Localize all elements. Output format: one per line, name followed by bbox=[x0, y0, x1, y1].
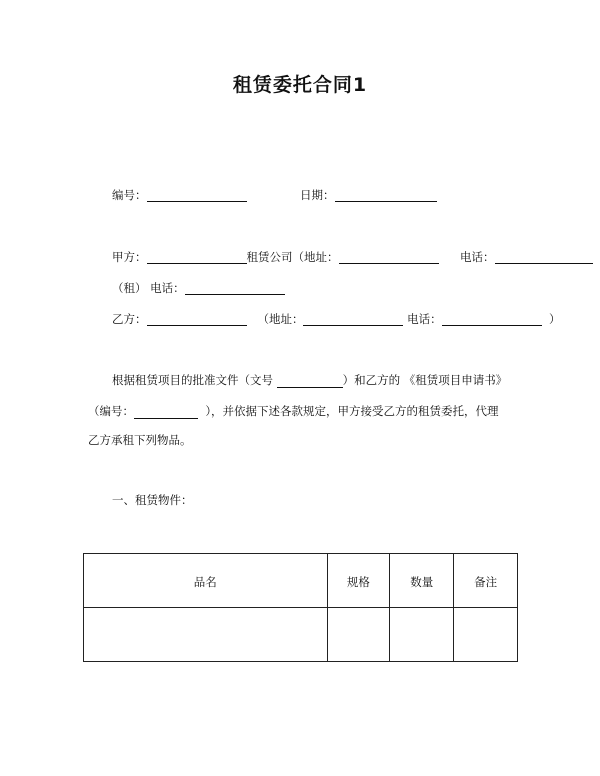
header-remarks: 备注 bbox=[454, 554, 518, 608]
party-b-phone-field[interactable] bbox=[442, 313, 542, 326]
party-a-phone bbox=[460, 250, 593, 264]
number-label: 编号： bbox=[112, 188, 147, 202]
page-title: 租赁委托合同1 bbox=[232, 74, 368, 96]
party-b-row bbox=[112, 312, 560, 326]
paragraph-text: ），并依据下述各款规定，甲方接受乙方的租赁委托，代理 bbox=[205, 404, 499, 418]
number-field[interactable] bbox=[147, 189, 247, 202]
table-cell[interactable] bbox=[390, 608, 454, 662]
rent-label: （租） bbox=[112, 281, 147, 295]
paragraph-text: 根据租赁项目的批准文件（文号 bbox=[112, 373, 273, 387]
party-a-address-field[interactable] bbox=[339, 251, 439, 264]
date-row bbox=[300, 188, 437, 202]
paragraph-text: ）和乙方的 《租赁项目申请书》 bbox=[342, 373, 508, 387]
paragraph-line-2 bbox=[88, 403, 528, 419]
date-label: 日期： bbox=[300, 188, 335, 202]
close-paren: ） bbox=[548, 312, 561, 326]
rent-phone-field[interactable] bbox=[185, 282, 285, 295]
paragraph-line-3: 乙方承租下列物品。 bbox=[88, 433, 192, 447]
paragraph-text: （编号： bbox=[88, 404, 134, 418]
phone-label: 电话： bbox=[460, 250, 495, 264]
table-cell[interactable] bbox=[84, 608, 328, 662]
table-header-row bbox=[84, 554, 518, 608]
address-label: （地址： bbox=[257, 312, 304, 326]
paragraph-line-1 bbox=[112, 372, 552, 388]
table-row bbox=[84, 608, 518, 662]
table-cell[interactable] bbox=[454, 608, 518, 662]
header-spec: 规格 bbox=[327, 554, 390, 608]
section-heading: 一、租赁物件： bbox=[112, 493, 193, 507]
party-a-phone-field[interactable] bbox=[495, 251, 593, 264]
party-b-address-field[interactable] bbox=[303, 313, 403, 326]
phone-label: 电话： bbox=[407, 312, 442, 326]
header-quantity: 数量 bbox=[390, 554, 454, 608]
rent-row bbox=[112, 281, 285, 295]
application-number-field[interactable] bbox=[134, 406, 198, 419]
date-field[interactable] bbox=[335, 189, 437, 202]
header-item-name: 品名 bbox=[84, 554, 328, 608]
number-row bbox=[112, 188, 247, 202]
document-number-field[interactable] bbox=[277, 375, 343, 388]
table-cell[interactable] bbox=[327, 608, 390, 662]
items-table bbox=[83, 553, 518, 662]
party-b-name-field[interactable] bbox=[147, 313, 247, 326]
party-a-name-field[interactable] bbox=[147, 251, 247, 264]
party-a-label: 甲方： bbox=[112, 250, 147, 264]
party-b-label: 乙方： bbox=[112, 312, 147, 326]
party-a-row bbox=[112, 250, 439, 264]
phone-label: 电话： bbox=[150, 281, 185, 295]
rental-company-label: 租赁公司（地址： bbox=[246, 250, 339, 264]
